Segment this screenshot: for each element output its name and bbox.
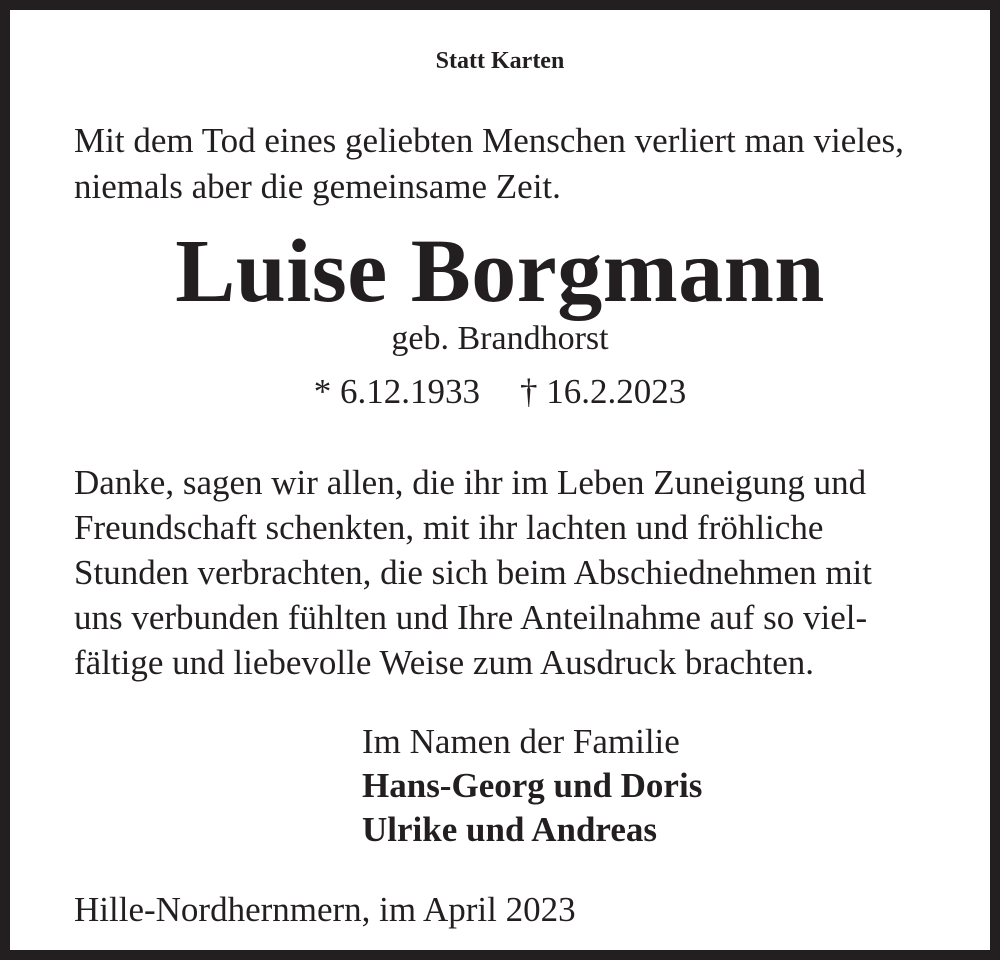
family-names: Hans-Georg und Doris (362, 766, 703, 805)
thanks-text (74, 460, 872, 685)
thanks-line: uns verbunden fühlten und Ihre Anteilnahme auf so viel- (74, 598, 868, 637)
intro-line: niemals aber die gemeinsame Zeit. (74, 167, 561, 206)
place-and-date: Hille-Nordhernmern, im April 2023 (74, 890, 576, 929)
intro-line: Mit dem Tod eines geliebten Menschen verliert man vieles, (74, 121, 904, 160)
death-date: † 16.2.2023 (520, 372, 687, 411)
life-dates (10, 372, 990, 412)
thanks-line: Stunden verbrachten, die sich beim Abschiednehmen mit (74, 553, 872, 592)
family-signature (362, 720, 702, 852)
thanks-line: fältige und liebevolle Weise zum Ausdruck brachten. (74, 643, 815, 682)
header-statt-karten: Statt Karten (435, 48, 565, 74)
thanks-line: Freundschaft schenkten, mit ihr lachten und fröhliche (74, 508, 824, 547)
deceased-name: Luise Borgmann (175, 222, 825, 321)
family-names: Ulrike und Andreas (362, 810, 657, 849)
maiden-name: geb. Brandhorst (391, 320, 609, 357)
intro-quote (74, 118, 904, 210)
thanks-line: Danke, sagen wir allen, die ihr im Leben Zuneigung und (74, 463, 867, 502)
birth-date: * 6.12.1933 (313, 372, 480, 411)
family-intro: Im Namen der Familie (362, 722, 680, 761)
